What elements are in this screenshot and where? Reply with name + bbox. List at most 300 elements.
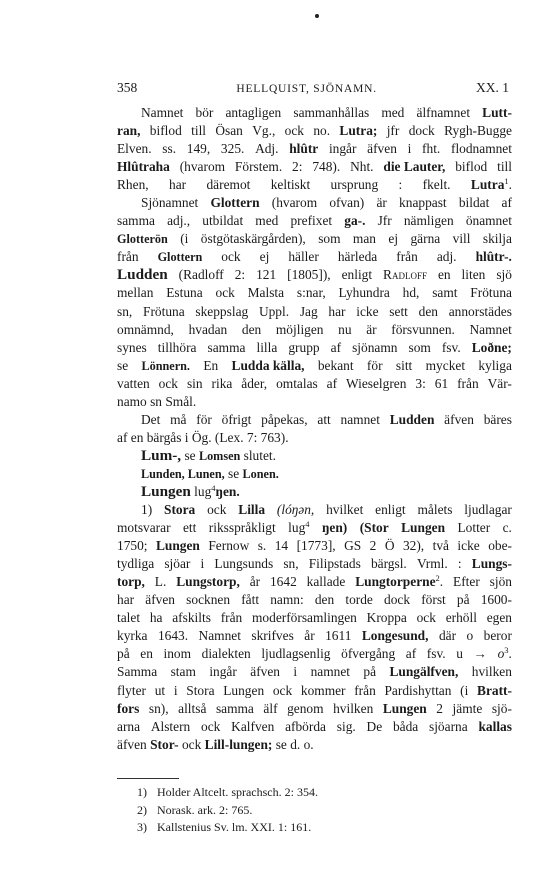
- word-segment: Glottern: [210, 195, 260, 211]
- word-segment: hvilken: [471, 664, 512, 680]
- word: [117, 266, 168, 284]
- word-segment: o: [497, 646, 505, 662]
- word: [276, 321, 324, 339]
- word: [117, 718, 140, 736]
- word-segment: 149,: [186, 141, 211, 157]
- word-segment: är: [376, 195, 387, 211]
- text-line: [117, 104, 512, 122]
- word: [344, 212, 365, 230]
- word-segment: Radloff: [383, 267, 427, 283]
- chapter-number: XX. 1: [476, 80, 509, 95]
- word: [417, 609, 436, 627]
- word-segment: i: [407, 141, 412, 157]
- word-segment: den: [241, 321, 262, 337]
- word: [208, 537, 249, 555]
- word: [117, 573, 145, 591]
- word-segment: namnet: [340, 411, 380, 427]
- word-segment: ut: [154, 682, 166, 698]
- footnotes: [137, 784, 437, 837]
- word-segment: omtalas: [276, 375, 318, 391]
- word-segment: häller: [288, 249, 319, 265]
- word-segment: med: [255, 213, 279, 229]
- word-segment: se: [117, 357, 129, 373]
- text-line: [117, 609, 512, 627]
- word: [180, 158, 225, 176]
- word: [437, 248, 457, 266]
- word: [498, 645, 512, 663]
- word-segment: af: [405, 646, 417, 662]
- text-line: [117, 339, 512, 357]
- word: [259, 303, 289, 321]
- footnote: [137, 819, 437, 837]
- word: [293, 663, 297, 681]
- word-segment: L.: [154, 574, 167, 590]
- word-segment: se d. o.: [272, 736, 314, 752]
- word: [166, 284, 202, 302]
- superscript: 2: [435, 573, 440, 584]
- word: [141, 447, 276, 465]
- word-segment: från: [117, 249, 139, 265]
- word: [381, 104, 404, 122]
- word: [344, 537, 361, 555]
- word: [261, 411, 307, 429]
- word-segment: namo sn Smål.: [117, 393, 197, 409]
- word: [252, 609, 357, 627]
- word: [352, 339, 397, 357]
- word-segment: Lungsunds: [214, 556, 274, 572]
- word: [474, 645, 487, 663]
- word: [387, 122, 400, 140]
- word-segment: bärgsl.: [370, 556, 407, 572]
- word-segment: Samma: [117, 664, 158, 680]
- word-segment: hvilken: [333, 700, 374, 716]
- word-segment: en: [437, 267, 451, 283]
- word-segment: afbörda: [285, 718, 326, 734]
- word-segment: man: [352, 231, 376, 247]
- word-segment: önamnet: [465, 213, 512, 229]
- word: [356, 303, 378, 321]
- word: [484, 411, 512, 429]
- word: [429, 718, 468, 736]
- word: [322, 519, 347, 537]
- word-segment: Lungälfven,: [389, 664, 459, 680]
- word: [222, 411, 252, 429]
- word: [156, 537, 200, 555]
- word-segment: Elven.: [117, 141, 152, 157]
- word-segment: flyter: [117, 682, 146, 698]
- word-segment: att: [317, 411, 331, 427]
- word: [401, 519, 445, 537]
- word: [388, 230, 398, 248]
- word-segment: synes: [117, 339, 147, 355]
- word: [399, 176, 403, 194]
- text-line: [117, 645, 512, 663]
- word-segment: från: [354, 682, 376, 698]
- word: [143, 303, 185, 321]
- word: [117, 176, 149, 194]
- word-segment: samma: [215, 700, 254, 716]
- word: [355, 573, 443, 591]
- word-segment: ss.: [162, 141, 177, 157]
- word: [179, 266, 224, 284]
- word-segment: Lyhundra: [338, 285, 390, 301]
- word-segment: ga-.: [344, 213, 366, 229]
- word: [117, 284, 153, 302]
- word: [362, 627, 429, 645]
- word: [456, 645, 463, 663]
- word: [225, 104, 281, 122]
- word-segment: ursprung: [330, 177, 379, 193]
- word-segment: må: [170, 411, 187, 427]
- word-segment: arna: [117, 718, 141, 734]
- word-segment: af en bärgås i Ög. (Lex. 7: 763).: [117, 429, 289, 445]
- word-segment: ofvan): [329, 195, 365, 211]
- word: [117, 609, 140, 627]
- footnote-mark: 1): [137, 785, 147, 799]
- footnote-text: Holder Altcelt. sprachsch. 2: 354.: [157, 785, 318, 799]
- word-segment: Fernow: [208, 538, 250, 554]
- word: [231, 718, 274, 736]
- word: [191, 122, 206, 140]
- word-segment: ock: [416, 610, 436, 626]
- word-segment: Sjönamnet: [141, 195, 199, 211]
- word-segment: ej: [388, 231, 399, 247]
- word: [472, 663, 512, 681]
- word-segment: ŋen): [321, 520, 348, 536]
- word-segment: slutet.: [240, 447, 276, 463]
- word-segment: (i: [180, 231, 189, 247]
- word-segment: die Lauter,: [383, 159, 446, 175]
- word-segment: icke: [356, 303, 379, 319]
- word-segment: afskilts: [172, 610, 211, 626]
- word: [327, 375, 337, 393]
- text-line: [117, 429, 512, 447]
- word-segment: Lungen: [141, 482, 191, 500]
- word: [172, 609, 211, 627]
- word-segment: flodnamnet: [450, 141, 512, 157]
- word-segment: af: [501, 195, 512, 211]
- word-segment: Lungen: [155, 538, 200, 554]
- word-segment: Ösan: [215, 123, 243, 139]
- word-segment: Stor-: [150, 736, 179, 752]
- word-segment: bildat: [458, 195, 490, 211]
- word: [488, 537, 512, 555]
- word: [360, 519, 389, 537]
- word-segment: år: [249, 574, 261, 590]
- word-segment: dock: [384, 592, 411, 608]
- word-segment: ran,: [117, 123, 141, 139]
- word: [478, 718, 512, 736]
- word: [390, 411, 435, 429]
- word: [117, 736, 314, 754]
- word: [141, 194, 198, 212]
- word-segment: ett: [182, 520, 197, 536]
- word-segment: genom: [287, 700, 324, 716]
- word-segment: försvunnen.: [391, 321, 455, 337]
- word-segment: rika: [211, 375, 233, 391]
- word-segment: hvadan: [188, 321, 228, 337]
- word: [490, 573, 512, 591]
- word: [216, 284, 235, 302]
- word-segment: c.: [502, 520, 512, 536]
- text-line: [117, 736, 512, 754]
- word: [453, 230, 471, 248]
- word: [329, 194, 364, 212]
- word: [164, 501, 195, 519]
- word: [258, 537, 267, 555]
- word: [117, 393, 196, 411]
- word-segment: :: [457, 556, 462, 572]
- word: [312, 158, 340, 176]
- word-segment: ock: [221, 249, 241, 265]
- text-line: [117, 122, 512, 140]
- word-segment: hlûtr: [289, 141, 319, 157]
- word-segment: .: [508, 646, 512, 662]
- word: [297, 284, 326, 302]
- word-segment: Lungtorperne: [355, 574, 436, 590]
- word-segment: Lunden, Lunen,: [141, 466, 225, 481]
- word: [277, 501, 314, 519]
- word: [117, 429, 289, 447]
- word-segment: Lönnern.: [141, 358, 190, 373]
- word: [292, 158, 302, 176]
- word: [406, 645, 416, 663]
- text-line: [117, 501, 512, 519]
- word: [180, 230, 188, 248]
- word: [483, 230, 512, 248]
- word: [287, 700, 323, 718]
- word: [150, 609, 163, 627]
- word-segment: hlûtr-.: [475, 249, 512, 265]
- word: [117, 212, 155, 230]
- word: [404, 212, 454, 230]
- word: [457, 375, 479, 393]
- word-segment: u: [456, 646, 463, 662]
- word: [477, 682, 512, 700]
- word-segment: skilja: [482, 231, 512, 247]
- word: [117, 321, 174, 339]
- word-segment: med: [381, 105, 405, 120]
- word-segment: fht.: [422, 141, 441, 157]
- word-segment: Namnet: [198, 628, 241, 644]
- word-segment: af: [326, 375, 338, 391]
- word: [117, 248, 139, 266]
- word: [117, 375, 150, 393]
- word: [248, 284, 284, 302]
- text-line: [117, 158, 512, 176]
- word: [464, 501, 512, 519]
- word: [201, 230, 306, 248]
- word-segment: härleda: [337, 249, 378, 265]
- footnote-mark: 2): [137, 802, 147, 817]
- text-line: [117, 230, 512, 248]
- word-segment: sjöar: [164, 556, 191, 572]
- word: [384, 682, 451, 700]
- word: [195, 303, 248, 321]
- word: [183, 519, 196, 537]
- word: [169, 176, 186, 194]
- word-segment: 1642: [269, 574, 297, 590]
- word: [287, 266, 331, 284]
- word-segment: Förstem.: [234, 159, 283, 175]
- word: [446, 609, 477, 627]
- word-segment: 2:: [234, 267, 246, 283]
- word: [338, 321, 351, 339]
- word-segment: Jag: [299, 303, 318, 319]
- word-segment: GS: [344, 538, 362, 554]
- text-line: [117, 284, 512, 302]
- word-segment: öfrigt: [221, 411, 252, 427]
- word: [403, 284, 420, 302]
- word-segment: namn:: [270, 592, 304, 608]
- word: [290, 212, 332, 230]
- word: [214, 555, 273, 573]
- word: [297, 537, 336, 555]
- word-segment: Lutra;: [339, 123, 378, 139]
- word-segment: Glotterön: [117, 232, 168, 247]
- word: [207, 501, 226, 519]
- word: [408, 140, 412, 158]
- word-segment: 2:: [292, 159, 303, 175]
- word-segment: ŋen.: [215, 483, 240, 499]
- word: [497, 158, 512, 176]
- word: [209, 519, 276, 537]
- word-segment: Lomsen: [198, 448, 241, 463]
- word-segment: Ludden: [117, 266, 168, 284]
- word-segment: Ludden: [389, 411, 435, 427]
- word: [417, 104, 471, 122]
- word: [325, 627, 351, 645]
- word: [285, 718, 326, 736]
- text-line: [117, 519, 512, 537]
- word: [201, 718, 220, 736]
- word-segment: omnämnd,: [117, 321, 174, 337]
- word: [421, 591, 446, 609]
- word: [328, 303, 345, 321]
- word-segment: torp,: [117, 574, 145, 590]
- word-segment: inom: [163, 646, 192, 662]
- word: [215, 122, 243, 140]
- word-segment: äfven: [367, 141, 397, 157]
- word: [162, 140, 176, 158]
- word-segment: sjöarna: [429, 718, 468, 734]
- word-segment: moderförsamlingen: [252, 610, 357, 626]
- word: [435, 375, 448, 393]
- word: [331, 176, 379, 194]
- word-segment: möjligen: [275, 321, 324, 337]
- word-segment: talet: [117, 610, 141, 626]
- word: [492, 700, 512, 718]
- word-segment: 32),: [402, 538, 425, 554]
- word-segment: enligt: [341, 267, 373, 283]
- word-segment: Stora: [186, 682, 215, 698]
- word: [438, 266, 451, 284]
- word: [241, 375, 267, 393]
- word-segment: s.: [257, 538, 267, 554]
- word: [370, 537, 377, 555]
- word-segment: ingår: [328, 141, 357, 157]
- word-segment: 748).: [312, 159, 341, 175]
- word-segment: samma: [207, 339, 246, 355]
- word-segment: sjö: [496, 267, 512, 283]
- word-segment: jämte: [452, 700, 483, 716]
- word-segment: obe-: [488, 538, 512, 554]
- word: [250, 663, 280, 681]
- word-segment: Malsta: [247, 285, 285, 301]
- word-segment: En: [203, 357, 219, 373]
- word: [186, 591, 230, 609]
- word: [117, 519, 171, 537]
- word: [455, 158, 487, 176]
- word: [202, 212, 243, 230]
- word: [422, 140, 440, 158]
- word: [350, 158, 373, 176]
- word-segment: alltså: [178, 700, 207, 716]
- word: [442, 339, 461, 357]
- word-segment: tydliga: [117, 556, 155, 572]
- word: [371, 555, 407, 573]
- text-line: [117, 303, 512, 321]
- word-segment: riksspråkligt: [208, 520, 276, 536]
- word: [221, 140, 244, 158]
- word-segment: (lóŋən,: [276, 502, 315, 518]
- text-line: [117, 375, 512, 393]
- word: [164, 555, 190, 573]
- word-segment: De: [366, 718, 383, 734]
- word-segment: Lungen: [223, 682, 265, 698]
- word-segment: samt: [432, 285, 458, 301]
- word-segment: Estuna: [166, 285, 203, 301]
- word-segment: Rygh-Bugge: [444, 123, 512, 139]
- word-segment: 2: [369, 538, 377, 554]
- word-segment: annorstädes: [448, 303, 512, 319]
- word: [385, 537, 395, 555]
- word-segment: skeppslag: [195, 303, 249, 319]
- word-segment: den: [418, 303, 438, 319]
- word: [484, 627, 512, 645]
- text-line: [117, 682, 512, 700]
- word: [189, 321, 228, 339]
- word: [451, 140, 512, 158]
- word-segment: (Radloff: [178, 267, 224, 283]
- word-segment: utbildat: [202, 213, 244, 229]
- word-segment: Namnet: [469, 321, 512, 337]
- word-segment: (i: [460, 682, 469, 698]
- word: [383, 266, 427, 284]
- word: [176, 573, 240, 591]
- word: [174, 682, 178, 700]
- word: [389, 663, 458, 681]
- word-segment: ock: [272, 682, 293, 698]
- word: [210, 194, 259, 212]
- word-segment: Hlûtraha: [117, 159, 170, 175]
- word: [363, 663, 376, 681]
- word: [503, 519, 512, 537]
- word-segment: på: [456, 592, 470, 608]
- word-segment: den: [314, 592, 335, 608]
- word-segment: s:nar,: [296, 285, 326, 301]
- word-segment: sjö-: [491, 700, 512, 716]
- word: [158, 339, 197, 357]
- word-segment: sjönamn: [352, 339, 398, 355]
- word-segment: till: [191, 123, 207, 139]
- word: [329, 140, 357, 158]
- word: [470, 284, 512, 302]
- word: [304, 627, 314, 645]
- word: [417, 501, 452, 519]
- word-segment: samma: [117, 213, 155, 229]
- word-segment: Glottern: [157, 250, 203, 265]
